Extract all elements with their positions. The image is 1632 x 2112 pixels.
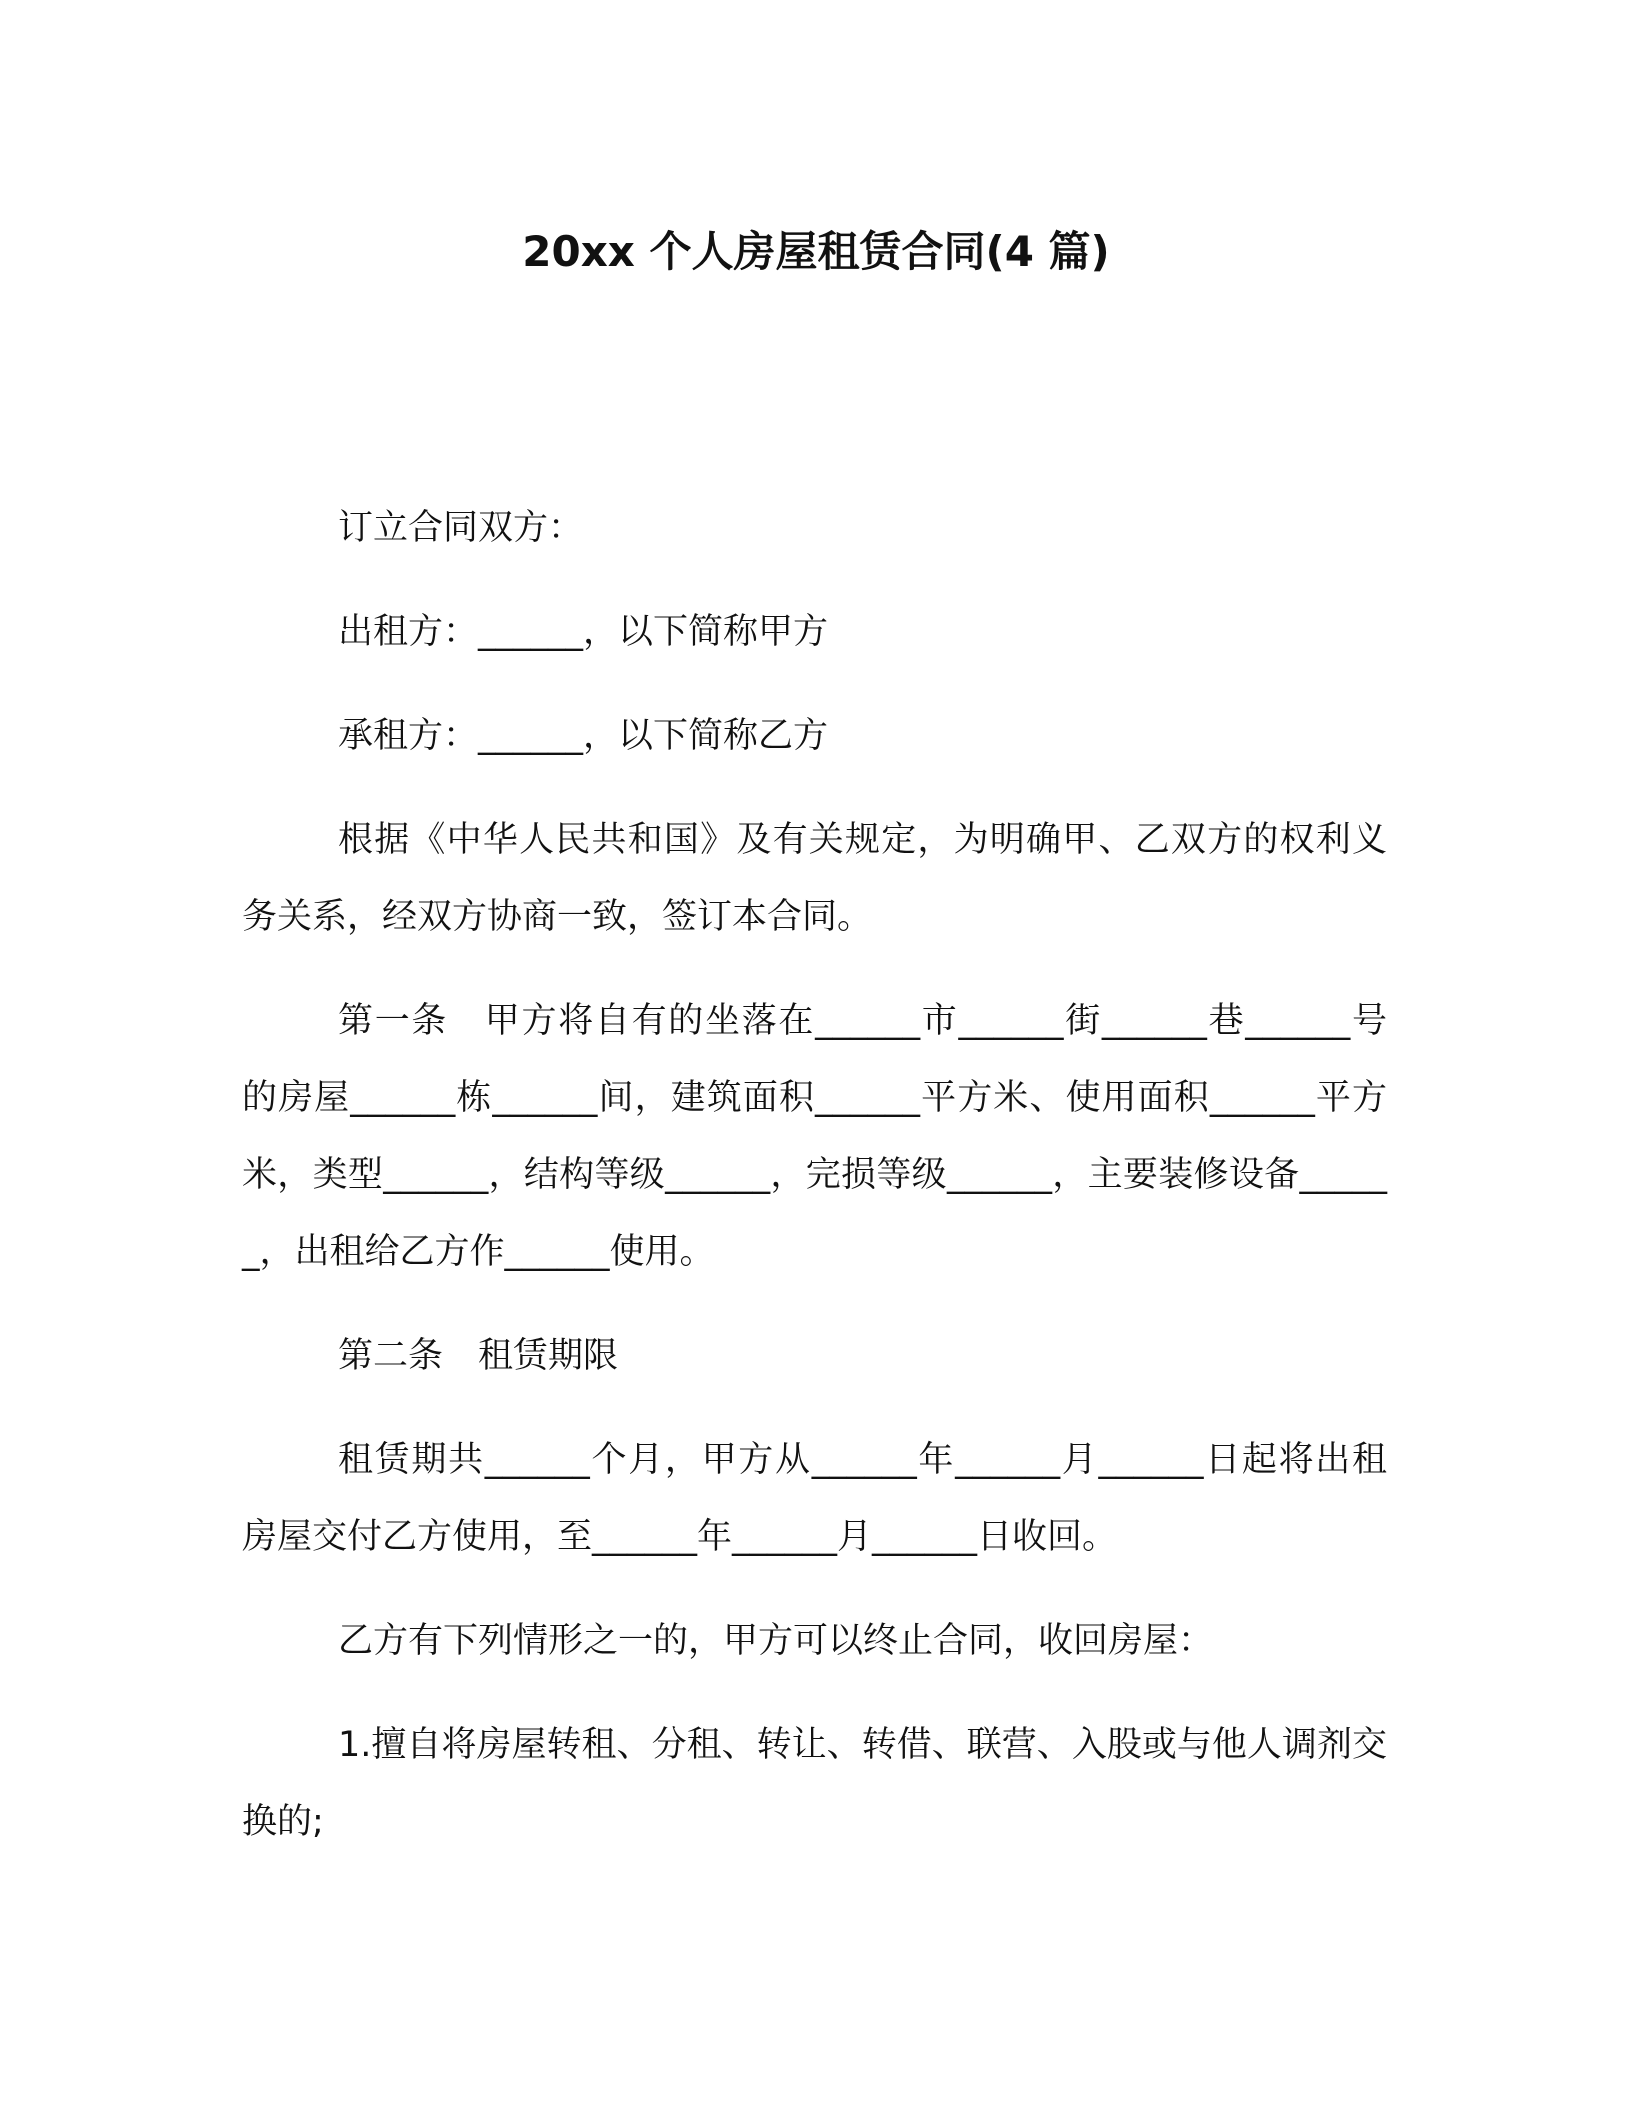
document-title: 20xx 个人房屋租赁合同(4 篇) (522, 227, 1110, 276)
paragraph-termination-conditions: 乙方有下列情形之一的，甲方可以终止合同，收回房屋： (338, 1621, 1214, 1661)
paragraph-parties-heading: 订立合同双方： (338, 508, 584, 548)
paragraph-condition-1: 1.擅自将房屋转租、分租、转让、转借、联营、入股或与他人调剂交换的; (242, 1725, 1387, 1842)
document-body (242, 490, 1387, 1888)
paragraph-lessor: 出租方：______，以下简称甲方 (338, 612, 829, 652)
paragraph-lessee: 承租方：______，以下简称乙方 (338, 716, 829, 756)
paragraph-article-2-heading: 第二条 租赁期限 (338, 1336, 619, 1376)
paragraph-article-1: 第一条 甲方将自有的坐落在______市______街______巷______号的房屋______栋______间，建筑面积______平方米、使用面积______平方米，类型______，结构等级______，完损等级______，主要装修设备______，出租给乙方作______使用。 (242, 1001, 1387, 1272)
paragraph-preamble: 根据《中华人民共和国》及有关规定，为明确甲、乙双方的权利义务关系，经双方协商一致，签订本合同。 (242, 820, 1387, 937)
paragraph-lease-term: 租赁期共______个月，甲方从______年______月______日起将出租房屋交付乙方使用，至______年______月______日收回。 (242, 1440, 1387, 1557)
